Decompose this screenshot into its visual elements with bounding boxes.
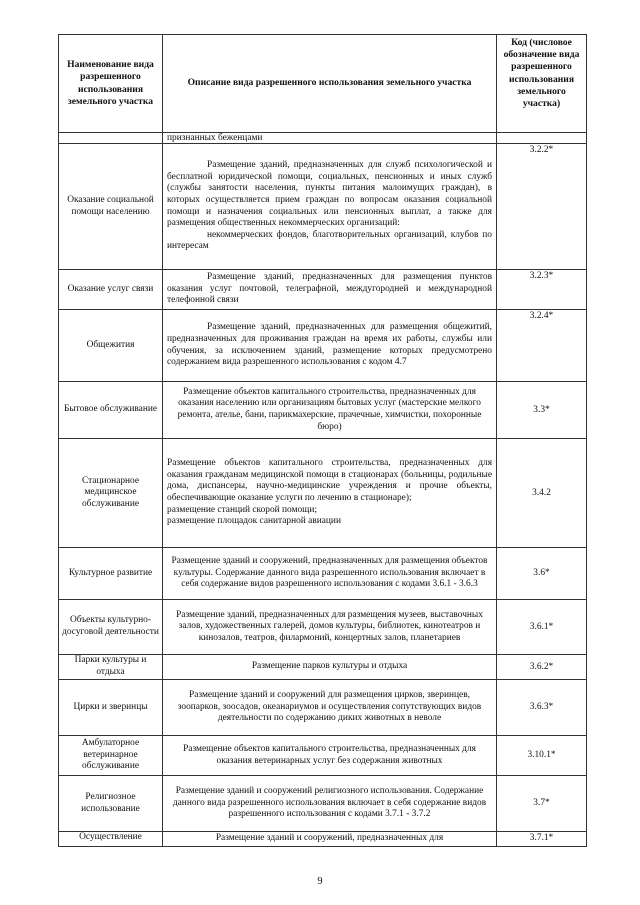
table-row: [59, 270, 587, 310]
table-row: [59, 832, 587, 847]
row-description: Размещение зданий, предназначенных для размещения общежитий, предназначенных для проживания граждан на время их работы, службы или обучения, за исключением зданий, размещение которых предусмотрено содержанием вида разрешенного использования с кодом 4.7: [167, 322, 492, 368]
table-row: [59, 680, 587, 736]
row-code: 3.3*: [497, 382, 587, 439]
table-row: [59, 655, 587, 680]
row-description: признанных беженцами: [167, 133, 263, 143]
row-code: 3.2.4*: [497, 310, 587, 382]
row-description: размещение площадок санитарной авиации: [167, 516, 341, 527]
row-code: 3.4.2: [497, 439, 587, 548]
table-row: [59, 548, 587, 600]
row-name: Осуществление: [59, 832, 163, 847]
row-code: 3.6.1*: [497, 600, 587, 655]
row-description: размещение станций скорой помощи;: [167, 504, 318, 515]
row-description: Размещение объектов капитального строительства, предназначенных для оказания гражданам медицинской помощи в стационарах (больницы, родильные дома, диспансеры, научно-медицинские учреждения и прочие объекты, обеспечивающие оказание услуги по лечению в стационаре);: [167, 458, 492, 503]
row-name: Культурное развитие: [59, 548, 163, 600]
row-name: [59, 133, 163, 144]
row-name: Оказание социальной помощи населению: [59, 144, 163, 270]
table-row: [59, 310, 587, 382]
row-name: Оказание услуг связи: [59, 270, 163, 310]
row-name: Объекты культурно-досуговой деятельности: [59, 600, 163, 655]
row-description: Размещение объектов капитального строительства, предназначенных для оказания ветеринарных услуг без содержания животных: [183, 743, 476, 766]
row-description: Размещение зданий и сооружений религиозного использования. Содержание данного вида разрешенного использования включает в себя содержание видов разрешенного использования с кодами 3.7.1 - 3.7.2: [172, 786, 487, 820]
row-name: Цирки и зверинцы: [59, 680, 163, 736]
row-description: Размещение объектов капитального строительства, предназначенных для оказания населению или организациям бытовых услуг (мастерские мелкого ремонта, ателье, бани, парикмахерские, прачечные, химчистки, похоронные бюро): [177, 386, 482, 432]
header-code: Код (числовое обозначение вида разрешенного использования земельного участка): [497, 35, 587, 133]
table-row: [59, 144, 587, 270]
table-row: [59, 382, 587, 439]
row-description: Размещение зданий и сооружений для размещения цирков, зверинцев, зоопарков, зоосадов, океанариумов и осуществления сопутствующих видов деятельности по содержанию диких животных в неволе: [177, 690, 482, 724]
header-name: Наименование вида разрешенного использования земельного участка: [59, 35, 163, 133]
row-code: 3.6*: [497, 548, 587, 600]
document-page: [58, 34, 586, 847]
row-description: Размещение зданий, предназначенных для служб психологической и бесплатной юридической помощи, социальных, пенсионных и иных служб (службы занятости населения, пункты питания малоимущих граждан), в которых осуществляется прием граждан по вопросам оказания социальной помощи и назначения социальных или пенсионных выплат, а также для размещения общественных некоммерческих организаций:: [167, 160, 492, 229]
row-code: 3.2.3*: [497, 270, 587, 310]
row-name: Амбулаторное ветеринарное обслуживание: [59, 736, 163, 776]
table-row: [59, 736, 587, 776]
row-description: некоммерческих фондов, благотворительных организаций, клубов по интересам: [167, 229, 492, 252]
row-description: Размещение зданий, предназначенных для размещения музеев, выставочных залов, художественных галерей, домов культуры, библиотек, кинотеатров и кинозалов, театров, филармоний, концертных залов, планетариев: [176, 609, 483, 643]
row-code: [497, 133, 587, 144]
row-description: Размещение зданий и сооружений, предназначенных для: [215, 833, 444, 843]
row-code: 3.7.1*: [497, 832, 587, 847]
table-header-row: [59, 35, 587, 133]
row-code: 3.10.1*: [497, 736, 587, 776]
row-code: 3.6.3*: [497, 680, 587, 736]
row-name: Стационарное медицинское обслуживание: [59, 439, 163, 548]
row-description: Размещение зданий и сооружений, предназначенных для размещения объектов культуры. Содержание данного вида разрешенного использования включает в себя содержание видов разрешенного использования с кодами 3.6.1 - 3.6.3: [171, 556, 488, 590]
land-use-table: [58, 34, 587, 847]
row-code: 3.2.2*: [497, 144, 587, 270]
table-row: [59, 133, 587, 144]
row-name: Религиозное использование: [59, 776, 163, 832]
table-row: [59, 600, 587, 655]
row-description: Размещение зданий, предназначенных для размещения пунктов оказания услуг почтовой, телеграфной, междугородней и международной телефонной связи: [167, 272, 492, 306]
row-name: Общежития: [59, 310, 163, 382]
table-row: [59, 776, 587, 832]
row-code: 3.7*: [497, 776, 587, 832]
page-number: 9: [317, 876, 323, 887]
row-description: Размещение парков культуры и отдыха: [251, 661, 408, 672]
header-description: Описание вида разрешенного использования земельного участка: [163, 35, 497, 133]
row-name: Парки культуры и отдыха: [59, 655, 163, 680]
row-code: 3.6.2*: [497, 655, 587, 680]
row-name: Бытовое обслуживание: [59, 382, 163, 439]
table-row: [59, 439, 587, 548]
